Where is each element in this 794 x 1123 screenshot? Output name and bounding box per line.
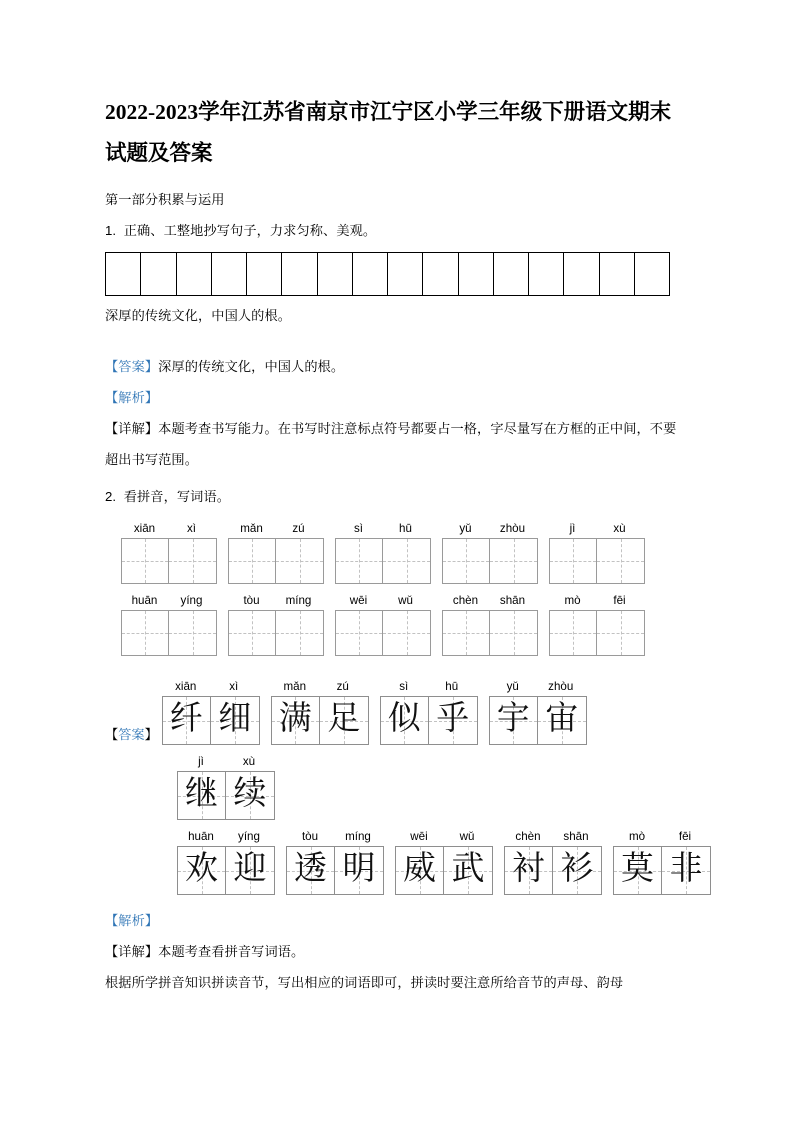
pinyin-syllable: sì — [353, 522, 364, 535]
pinyin-label-row — [549, 521, 645, 536]
copy-grid-cell[interactable] — [529, 253, 564, 295]
question-1-prompt — [105, 215, 689, 246]
pinyin-syllable: huān — [188, 830, 214, 843]
page-title: 2022-2023学年江苏省南京市江宁区小学三年级下册语文期末试题及答案 — [105, 100, 672, 165]
answer-character: 似 — [387, 701, 421, 737]
question-2-number: 2. — [105, 489, 117, 504]
pinyin-label-row — [228, 593, 324, 608]
pinyin-label-row — [177, 829, 275, 844]
tianzige-cell — [505, 847, 553, 894]
answer-character: 威 — [403, 851, 436, 887]
tianzige-cell — [163, 697, 211, 744]
question-2-prompt-text: 看拼音，写词语。 — [123, 489, 231, 504]
pinyin-label-row — [121, 521, 217, 536]
tianzige-cell — [553, 847, 601, 894]
pinyin-label-row — [613, 829, 711, 844]
pinyin-word-group — [335, 593, 431, 656]
tianzige-filled — [613, 846, 711, 895]
tianzige-cell[interactable] — [122, 611, 169, 655]
pinyin-word-group — [162, 679, 260, 745]
pinyin-syllable: yíng — [180, 594, 203, 607]
answer-character: 明 — [342, 851, 376, 887]
tianzige-blank[interactable] — [335, 610, 431, 656]
pinyin-label-row — [286, 829, 384, 844]
copy-grid-cell[interactable] — [459, 253, 494, 295]
question-1-sentence: 深厚的传统文化，中国人的根。 — [105, 308, 292, 323]
tianzige-cell — [538, 697, 586, 744]
tianzige-cell[interactable] — [122, 539, 169, 583]
pinyin-syllable: mǎn — [283, 680, 307, 693]
tianzige-blank[interactable] — [228, 610, 324, 656]
tianzige-cell — [335, 847, 383, 894]
pinyin-word-group — [549, 593, 645, 656]
answer-character: 迎 — [233, 851, 267, 887]
answer-character: 武 — [451, 851, 485, 887]
answer-character: 续 — [233, 776, 267, 812]
answer-grid-row — [105, 754, 689, 820]
tianzige-cell[interactable] — [490, 539, 537, 583]
answer-character: 细 — [218, 701, 252, 737]
question-1-answer — [105, 351, 689, 382]
pinyin-syllable: wēi — [349, 594, 368, 607]
tianzige-blank[interactable] — [121, 538, 217, 584]
pinyin-syllable: xiān — [133, 522, 156, 535]
copy-grid-cell[interactable] — [600, 253, 635, 295]
detail-label: 【详解】 — [105, 421, 159, 436]
question-2-answer-grids — [105, 679, 703, 895]
question-2-prompt — [105, 481, 689, 512]
pinyin-syllable: hū — [445, 680, 459, 693]
pinyin-syllable: fēi — [613, 594, 626, 607]
tianzige-cell[interactable] — [443, 539, 490, 583]
tianzige-blank[interactable] — [549, 610, 645, 656]
tianzige-cell — [662, 847, 710, 894]
pinyin-word-group — [442, 593, 538, 656]
tianzige-cell — [614, 847, 662, 894]
copy-grid-cell[interactable] — [212, 253, 247, 295]
pinyin-label-row — [177, 754, 275, 769]
pinyin-syllable: tòu — [301, 830, 319, 843]
tianzige-filled — [162, 696, 260, 745]
answer-character: 继 — [185, 776, 218, 812]
tianzige-filled — [395, 846, 493, 895]
answer-label-inline: 【答案】 — [105, 727, 158, 742]
pinyin-syllable: xù — [242, 755, 256, 768]
blank-grid-row — [105, 521, 689, 584]
tianzige-cell — [211, 697, 259, 744]
pinyin-syllable: mǎn — [240, 522, 263, 535]
pinyin-syllable: xiān — [175, 680, 197, 693]
answer-character: 纤 — [169, 701, 203, 737]
pinyin-syllable: wǔ — [459, 830, 475, 843]
question-1-detail — [105, 413, 689, 475]
tianzige-cell[interactable] — [383, 611, 430, 655]
answer-character: 莫 — [621, 851, 654, 887]
answer-character: 衬 — [512, 851, 545, 887]
pinyin-syllable: chèn — [515, 830, 541, 843]
copy-grid-cell[interactable] — [282, 253, 317, 295]
tianzige-filled — [380, 696, 478, 745]
pinyin-syllable: zú — [336, 680, 349, 693]
pinyin-word-group — [228, 593, 324, 656]
answer-character: 欢 — [185, 851, 218, 887]
tianzige-cell[interactable] — [550, 539, 597, 583]
tianzige-cell[interactable] — [490, 611, 537, 655]
tianzige-cell[interactable] — [229, 611, 276, 655]
pinyin-word-group — [121, 593, 217, 656]
question-2-explanation: 根据所学拼音知识拼读音节，写出相应的词语即可，拼读时要注意所给音节的声母、韵母 — [105, 975, 624, 990]
question-2-blank-grids — [105, 521, 689, 656]
analysis-label: 【解析】 — [105, 390, 159, 405]
pinyin-syllable: yíng — [238, 830, 260, 843]
pinyin-word-group — [442, 521, 538, 584]
tianzige-filled — [271, 696, 369, 745]
pinyin-word-group — [489, 679, 587, 745]
tianzige-cell — [226, 847, 274, 894]
tianzige-cell — [396, 847, 444, 894]
pinyin-word-group — [177, 754, 275, 820]
tianzige-cell — [444, 847, 492, 894]
tianzige-cell[interactable] — [169, 539, 216, 583]
pinyin-word-group — [395, 829, 493, 895]
tianzige-cell — [287, 847, 335, 894]
pinyin-syllable: zú — [292, 522, 305, 535]
handwriting-copy-grid[interactable] — [105, 252, 670, 296]
pinyin-syllable: zhòu — [499, 522, 526, 535]
copy-grid-cell[interactable] — [141, 253, 176, 295]
pinyin-syllable: huān — [131, 594, 158, 607]
pinyin-label-row — [442, 521, 538, 536]
answer-character: 非 — [669, 851, 703, 887]
tianzige-blank[interactable] — [442, 610, 538, 656]
pinyin-syllable: wēi — [410, 830, 428, 843]
answer-grid-row — [105, 679, 689, 745]
pinyin-syllable: sì — [399, 680, 409, 693]
copy-grid-cell[interactable] — [177, 253, 212, 295]
pinyin-syllable: wǔ — [398, 594, 413, 607]
copy-grid-cell[interactable] — [635, 253, 670, 295]
detail-label-2: 【详解】 — [105, 944, 159, 959]
pinyin-syllable: hū — [399, 522, 412, 535]
pinyin-label-row — [162, 679, 260, 694]
tianzige-cell[interactable] — [597, 611, 644, 655]
pinyin-word-group — [613, 829, 711, 895]
copy-grid-cell[interactable] — [106, 253, 141, 295]
tianzige-cell[interactable] — [276, 539, 323, 583]
pinyin-word-group — [286, 829, 384, 895]
tianzige-blank[interactable] — [335, 538, 431, 584]
question-1-answer-text: 深厚的传统文化，中国人的根。 — [158, 359, 345, 374]
answer-character: 足 — [327, 701, 361, 737]
question-2-detail-text: 本题考查看拼音写词语。 — [158, 944, 305, 959]
pinyin-label-row — [442, 593, 538, 608]
section-heading: 第一部分积累与运用 — [105, 192, 225, 207]
pinyin-syllable: shān — [563, 830, 589, 843]
pinyin-label-row — [504, 829, 602, 844]
tianzige-cell[interactable] — [229, 539, 276, 583]
tianzige-cell — [178, 847, 226, 894]
tianzige-cell — [490, 697, 538, 744]
tianzige-filled — [504, 846, 602, 895]
pinyin-label-row — [335, 521, 431, 536]
question-2-analysis-label — [105, 905, 689, 936]
blank-grid-row — [105, 593, 689, 656]
pinyin-word-group — [177, 829, 275, 895]
tianzige-blank[interactable] — [121, 610, 217, 656]
answer-character: 乎 — [436, 701, 470, 737]
copy-grid-cell[interactable] — [388, 253, 423, 295]
pinyin-label-row — [271, 679, 369, 694]
pinyin-word-group — [228, 521, 324, 584]
pinyin-word-group — [380, 679, 478, 745]
copy-grid-cell[interactable] — [494, 253, 529, 295]
pinyin-label-row — [549, 593, 645, 608]
question-1-number: 1. — [105, 223, 117, 238]
answer-character: 透 — [294, 851, 327, 887]
answer-character: 满 — [278, 701, 312, 737]
pinyin-word-group — [335, 521, 431, 584]
pinyin-syllable: fēi — [678, 830, 692, 843]
pinyin-word-group — [549, 521, 645, 584]
question-1-analysis-label — [105, 382, 689, 413]
tianzige-cell — [178, 772, 226, 819]
copy-grid-cell[interactable] — [353, 253, 388, 295]
pinyin-word-group — [504, 829, 602, 895]
tianzige-filled — [177, 846, 275, 895]
copy-grid-cell[interactable] — [564, 253, 599, 295]
tianzige-cell[interactable] — [383, 539, 430, 583]
pinyin-syllable: zhòu — [548, 680, 574, 693]
tianzige-filled — [286, 846, 384, 895]
tianzige-cell[interactable] — [169, 611, 216, 655]
pinyin-label-row — [395, 829, 493, 844]
answer-character: 宇 — [496, 701, 530, 737]
tianzige-blank[interactable] — [549, 538, 645, 584]
answer-character: 宙 — [545, 701, 579, 737]
pinyin-syllable: shān — [499, 594, 526, 607]
pinyin-syllable: xì — [229, 680, 239, 693]
copy-grid-cell[interactable] — [318, 253, 353, 295]
pinyin-syllable: xù — [613, 522, 626, 535]
tianzige-cell[interactable] — [276, 611, 323, 655]
tianzige-cell — [272, 697, 320, 744]
copy-grid-cell[interactable] — [247, 253, 282, 295]
pinyin-syllable: míng — [285, 594, 312, 607]
pinyin-word-group — [271, 679, 369, 745]
pinyin-syllable: chèn — [452, 594, 479, 607]
pinyin-label-row — [335, 593, 431, 608]
pinyin-label-row — [380, 679, 478, 694]
pinyin-label-row — [228, 521, 324, 536]
pinyin-syllable: xì — [186, 522, 197, 535]
answer-label: 【答案】 — [105, 359, 159, 374]
question-2-detail — [105, 936, 689, 967]
tianzige-cell[interactable] — [443, 611, 490, 655]
tianzige-cell[interactable] — [550, 611, 597, 655]
question-1-prompt-text: 正确、工整地抄写句子，力求匀称、美观。 — [123, 223, 377, 238]
pinyin-syllable: míng — [345, 830, 371, 843]
pinyin-syllable: tòu — [243, 594, 260, 607]
tianzige-blank[interactable] — [228, 538, 324, 584]
tianzige-cell — [226, 772, 274, 819]
pinyin-word-group — [121, 521, 217, 584]
pinyin-syllable: mò — [564, 594, 581, 607]
copy-grid-cell[interactable] — [423, 253, 458, 295]
tianzige-blank[interactable] — [442, 538, 538, 584]
question-1-detail-text: 本题考查书写能力。在书写时注意标点符号都要占一格，字尽量写在方框的正中间，不要超出书写范围。 — [105, 421, 677, 467]
pinyin-syllable: jì — [569, 522, 576, 535]
pinyin-syllable: yǔ — [506, 680, 519, 693]
pinyin-syllable: jì — [198, 755, 204, 768]
tianzige-cell — [381, 697, 429, 744]
tianzige-cell[interactable] — [597, 539, 644, 583]
pinyin-syllable: mò — [628, 830, 646, 843]
tianzige-cell[interactable] — [336, 539, 383, 583]
answer-character: 衫 — [560, 851, 594, 887]
pinyin-label-row — [121, 593, 217, 608]
pinyin-syllable: yǔ — [459, 522, 472, 535]
tianzige-cell — [320, 697, 368, 744]
tianzige-cell[interactable] — [336, 611, 383, 655]
analysis-label-2: 【解析】 — [105, 913, 159, 928]
answer-grid-row — [105, 829, 703, 895]
tianzige-cell — [429, 697, 477, 744]
tianzige-filled — [177, 771, 275, 820]
tianzige-filled — [489, 696, 587, 745]
pinyin-label-row — [489, 679, 587, 694]
